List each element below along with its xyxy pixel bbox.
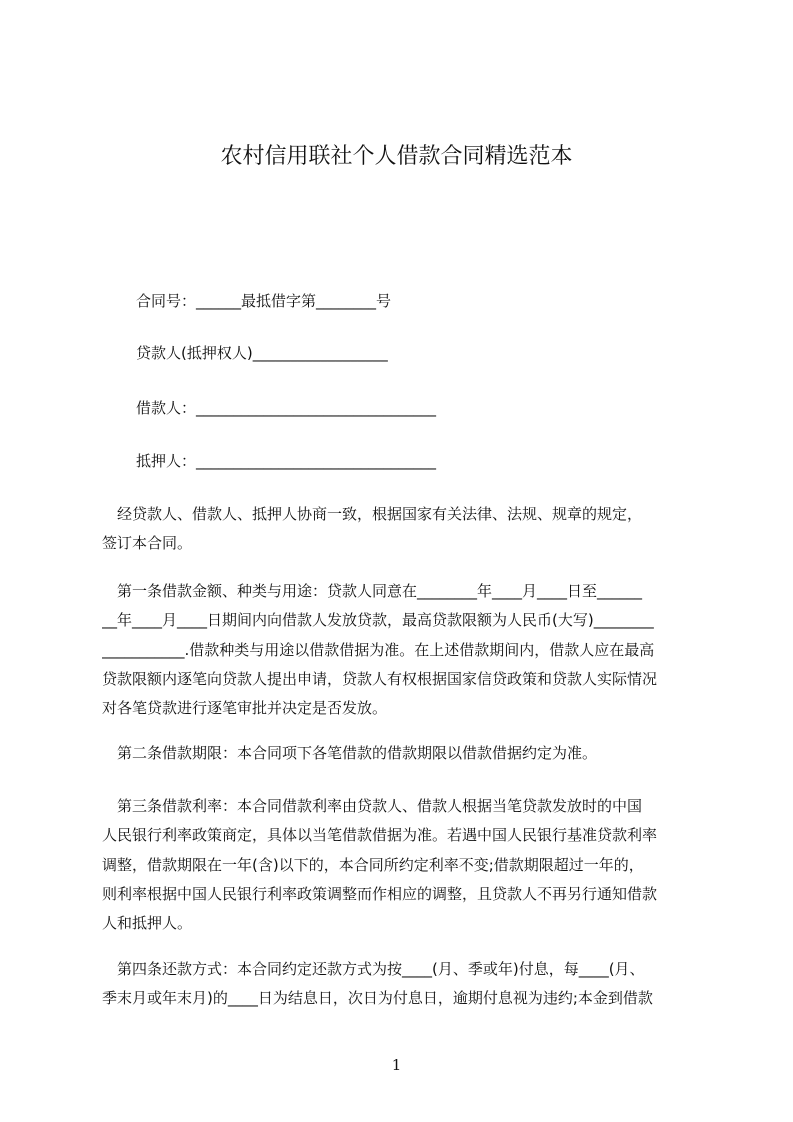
mortgagor-field: 抵押人：________________________________ [136, 452, 437, 470]
article-2-paragraph [102, 739, 700, 768]
paragraph-line: 则利率根据中国人民银行利率政策调整而作相应的调整，且贷款人不再另行通知借款 [102, 884, 658, 903]
article-1-paragraph [102, 577, 700, 723]
paragraph-line: __年____月____日期间内向借款人发放贷款，最高贷款限额为人民币(大写)________ [102, 611, 654, 630]
paragraph-line: 对各笔贷款进行逐笔审批并决定是否发放。 [102, 699, 388, 718]
paragraph-line: 贷款限额内逐笔向贷款人提出申请，贷款人有权根据国家信贷政策和贷款人实际情况 [102, 669, 658, 688]
paragraph-line: 第四条还款方式：本合同约定还款方式为按____(月、季或年)付息，每____(月、 [102, 960, 645, 978]
page-number: 1 [391, 1056, 402, 1074]
lender-field: 贷款人(抵押权人)__________________ [136, 344, 388, 362]
article-4-paragraph [102, 955, 700, 1014]
borrower-field: 借款人：________________________________ [136, 399, 437, 417]
paragraph-line: 季末月或年末月)的____日为结息日，次日为付息日，逾期付息视为违约;本金到借款 [102, 989, 653, 1008]
intro-paragraph [102, 500, 700, 559]
page-title: 农村信用联社个人借款合同精选范本 [220, 144, 573, 169]
paragraph-line: 经贷款人、借款人、抵押人协商一致，根据国家有关法律、法规、规章的规定， [102, 505, 643, 523]
contract-number-field: 合同号：______最抵借字第________号 [136, 292, 392, 310]
paragraph-line: 第三条借款利率：本合同借款利率由贷款人、借款人根据当笔贷款发放时的中国 [102, 797, 643, 815]
paragraph-line: 签订本合同。 [102, 534, 193, 553]
paragraph-line: 调整，借款期限在一年(含)以下的，本合同所约定利率不变;借款期限超过一年的， [102, 855, 644, 874]
paragraph-line: 第二条借款期限：本合同项下各笔借款的借款期限以借款借据约定为准。 [102, 744, 598, 762]
paragraph-line: ___________.借款种类与用途以借款借据为准。在上述借款期间内，借款人应在最高 [102, 640, 655, 659]
paragraph-line: 第一条借款金额、种类与用途：贷款人同意在________年____月____日至______ [102, 582, 643, 600]
article-3-paragraph [102, 792, 700, 938]
paragraph-line: 人和抵押人。 [102, 914, 193, 933]
paragraph-line: 人民银行利率政策商定，具体以当笔借款借据为准。若遇中国人民银行基准贷款利率 [102, 826, 658, 845]
